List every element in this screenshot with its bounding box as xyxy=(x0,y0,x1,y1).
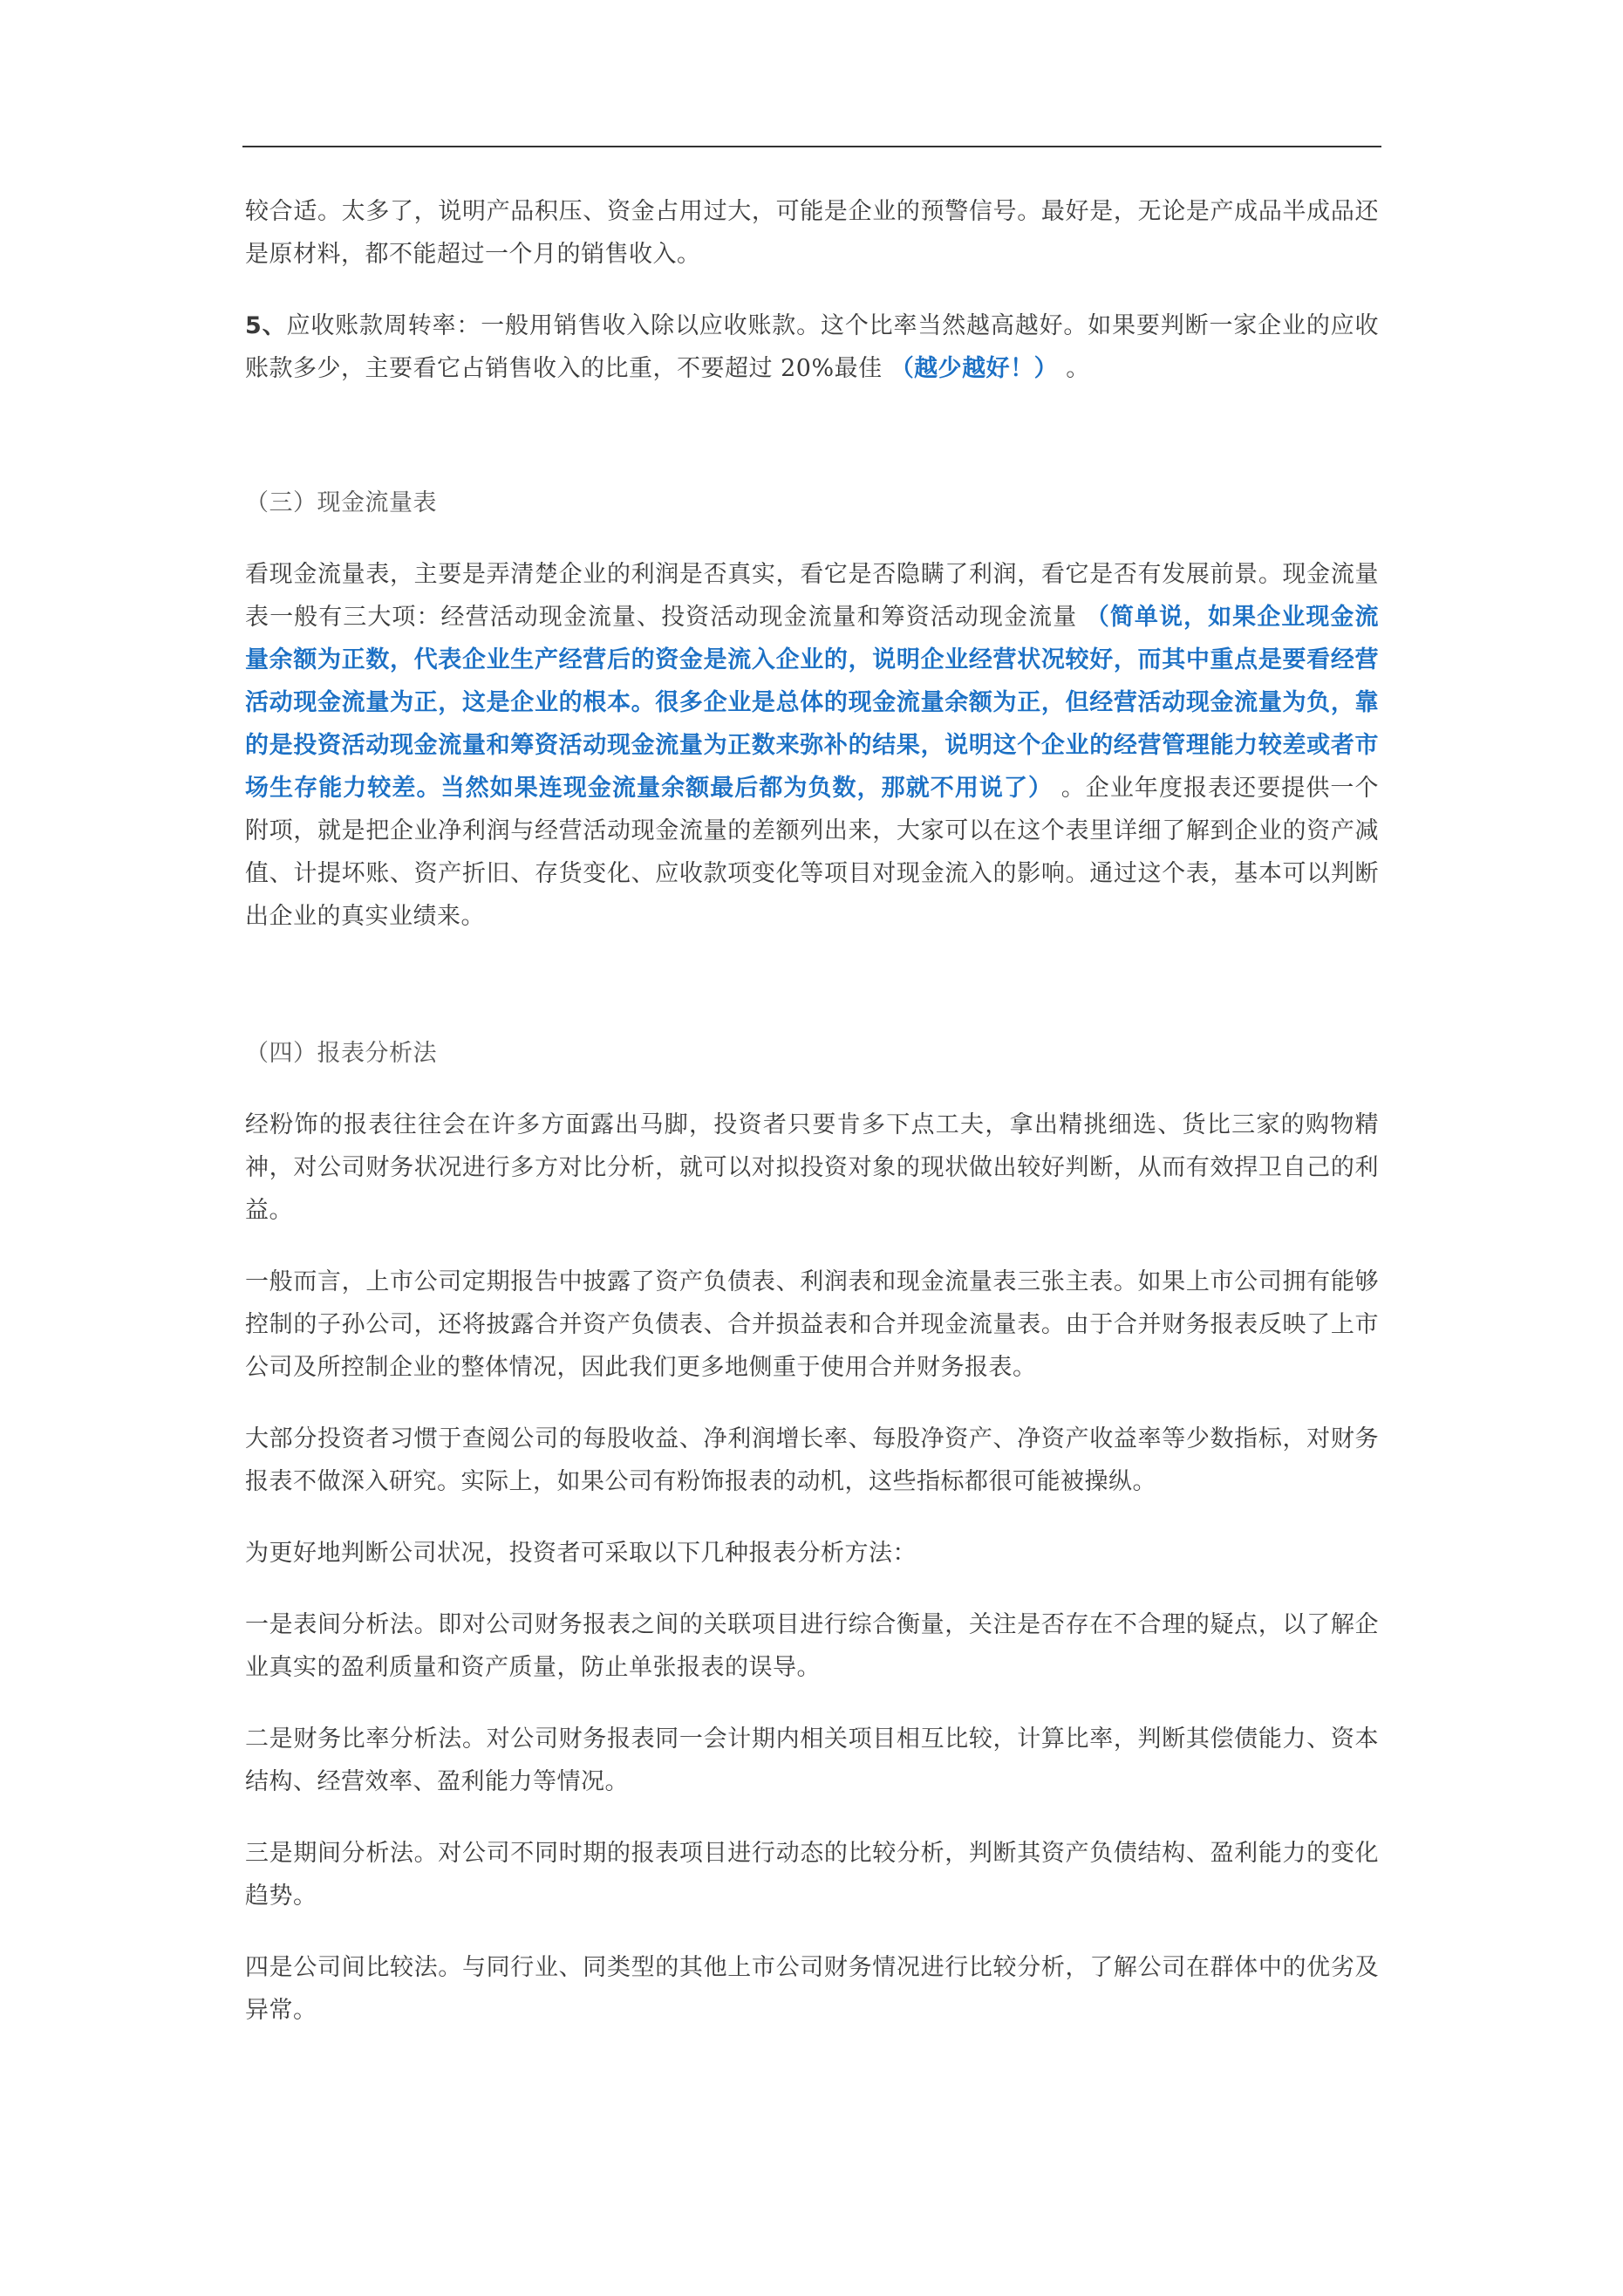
item-5-number: 5、 xyxy=(245,312,287,339)
document-body xyxy=(245,190,1379,2060)
item-5-tail: 。 xyxy=(1058,355,1090,382)
section-4-paragraph-2: 一般而言，上市公司定期报告中披露了资产负债表、利润表和现金流量表三张主表。如果上市公司拥有能够控制的子孙公司，还将披露合并资产负债表、合并损益表和合并现金流量表。由于合并财务报表反映了上市公司及所控制企业的整体情况，因此我们更多地侧重于使用合并财务报表。 xyxy=(245,1268,1379,1381)
section-4-paragraph-8: 四是公司间比较法。与同行业、同类型的其他上市公司财务情况进行比较分析，了解公司在群体中的优劣及异常。 xyxy=(245,1954,1379,2024)
section-4-paragraph-7: 三是期间分析法。对公司不同时期的报表项目进行动态的比较分析，判断其资产负债结构、盈利能力的变化趋势。 xyxy=(245,1840,1379,1910)
section-3-para-end: 。企业年度报表还要提供一个附项，就是把企业净利润与经营活动现金流量的差额列出来，大家可以在这个表里详细了解到企业的资产减值、计提坏账、资产折旧、存货变化、应收款项变化等项目对现金流入的影响。通过这个表，基本可以判断出企业的真实业绩来。 xyxy=(245,775,1379,930)
section-4-heading: （四）报表分析法 xyxy=(245,1040,437,1067)
section-3-para-start: 看现金流量表，主要是弄清楚企业的利润是否真实，看它是否隐瞒了利润，看它是否有发展前景。现金流量表一般有三大项：经营活动现金流量、投资活动现金流量和筹资活动现金流量 xyxy=(245,561,1379,631)
item-5-highlight: （越少越好！） xyxy=(890,355,1059,382)
intro-paragraph: 较合适。太多了，说明产品积压、资金占用过大，可能是企业的预警信号。最好是，无论是产成品半成品还是原材料，都不能超过一个月的销售收入。 xyxy=(245,198,1379,268)
section-3-para-highlight: （简单说，如果企业现金流量余额为正数，代表企业生产经营后的资金是流入企业的，说明企业经营状况较好，而其中重点是要看经营活动现金流量为正，这是企业的根本。很多企业是总体的现金流量余额为正，但经营活动现金流量为负，靠的是投资活动现金流量和筹资活动现金流量为正数来弥补的结果，说明这个企业的经营管理能力较差或者市场生存能力较差。当然如果连现金流量余额最后都为负数，那就不用说了） xyxy=(245,604,1379,802)
section-3-heading: （三）现金流量表 xyxy=(245,489,437,516)
section-4-paragraph-1: 经粉饰的报表往往会在许多方面露出马脚，投资者只要肯多下点工夫，拿出精挑细选、货比三家的购物精神，对公司财务状况进行多方对比分析，就可以对拟投资对象的现状做出较好判断，从而有效捍卫自己的利益。 xyxy=(245,1111,1379,1224)
section-4-paragraph-3: 大部分投资者习惯于查阅公司的每股收益、净利润增长率、每股净资产、净资产收益率等少数指标，对财务报表不做深入研究。实际上，如果公司有粉饰报表的动机，这些指标都很可能被操纵。 xyxy=(245,1425,1379,1495)
item-5-paragraph xyxy=(245,304,1379,390)
item-5-text: 应收账款周转率：一般用销售收入除以应收账款。这个比率当然越高越好。如果要判断一家企业的应收账款多少，主要看它占销售收入的比重，不要超过 20%最佳 xyxy=(245,312,1380,382)
section-3-paragraph xyxy=(245,553,1379,938)
section-4-paragraph-4: 为更好地判断公司状况，投资者可采取以下几种报表分析方法： xyxy=(245,1540,917,1567)
section-4-paragraph-5: 一是表间分析法。即对公司财务报表之间的关联项目进行综合衡量，关注是否存在不合理的疑点，以了解企业真实的盈利质量和资产质量，防止单张报表的误导。 xyxy=(245,1611,1379,1681)
header-rule xyxy=(242,146,1381,147)
section-4-paragraph-6: 二是财务比率分析法。对公司财务报表同一会计期内相关项目相互比较，计算比率，判断其偿债能力、资本结构、经营效率、盈利能力等情况。 xyxy=(245,1725,1379,1795)
